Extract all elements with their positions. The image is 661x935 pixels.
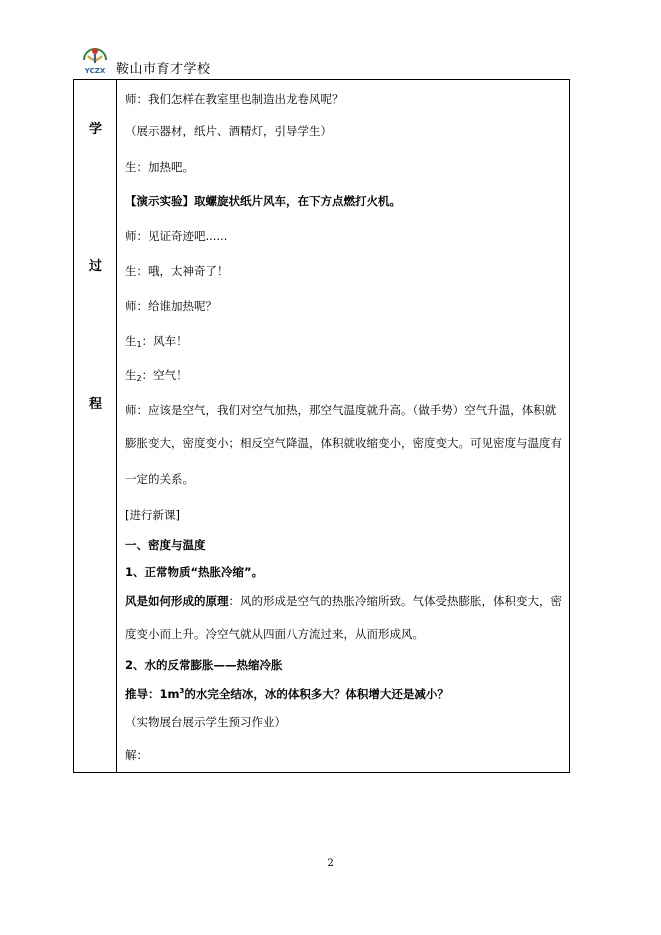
derivation-line: 推导：$1m^3$的水完全结冰，冰的体积多大？体积增大还是减小？ [125, 687, 449, 701]
side-label-guo: 过 [88, 259, 102, 274]
text-line: 膨胀变大，密度变小；相反空气降温，体积就收缩变小，密度变大。可见密度与温度有 [125, 436, 562, 450]
text-line: （实物展台展示学生预习作业） [125, 715, 286, 729]
text-line: 生$_1$：风车！ [125, 334, 188, 349]
text-line: 度变小而上升。冷空气就从四面八方流过来，从而形成风。 [125, 627, 424, 641]
text-line: 师：应该是空气，我们对空气加热，那空气温度就升高。（做手势）空气升温，体积就 [125, 403, 557, 417]
text-line: 一定的关系。 [125, 472, 194, 486]
text-line: 师：见证奇迹吧...... [125, 229, 228, 243]
text-line: 解： [125, 748, 148, 762]
text-line: 生：哦，太神奇了！ [125, 264, 229, 278]
process-label-column [74, 80, 117, 772]
page-header [74, 44, 574, 76]
section-marker: [进行新课] [125, 508, 180, 522]
text-line: （展示器材，纸片、酒精灯，引导学生） [125, 124, 332, 138]
text-line: 生$_2$：空气！ [125, 368, 188, 383]
svg-text:YCZX: YCZX [84, 67, 106, 75]
school-logo-icon [78, 44, 112, 76]
demo-experiment-line: 【演示实验】取螺旋状纸片风车，在下方点燃打火机。 [125, 194, 401, 208]
text-line: 生：加热吧。 [125, 160, 194, 174]
lesson-table [73, 79, 570, 773]
subsection-heading: 2、水的反常膨胀——热缩冷胀 [125, 658, 283, 672]
text-line: 师：给谁加热呢？ [125, 299, 217, 313]
subsection-heading: 1、正常物质“热胀冷缩”。 [125, 565, 264, 579]
section-heading: 一、密度与温度 [125, 538, 206, 552]
text-line: 风是如何形成的原理：风的形成是空气的热胀冷缩所致。气体受热膨胀，体积变大，密 [125, 594, 562, 608]
text-line: 师：我们怎样在教室里也制造出龙卷风呢？ [125, 92, 344, 106]
school-name: 鞍山市育才学校 [116, 62, 211, 77]
side-label-xue: 学 [88, 122, 102, 137]
side-label-cheng: 程 [88, 397, 102, 412]
page-number: 2 [327, 858, 334, 869]
